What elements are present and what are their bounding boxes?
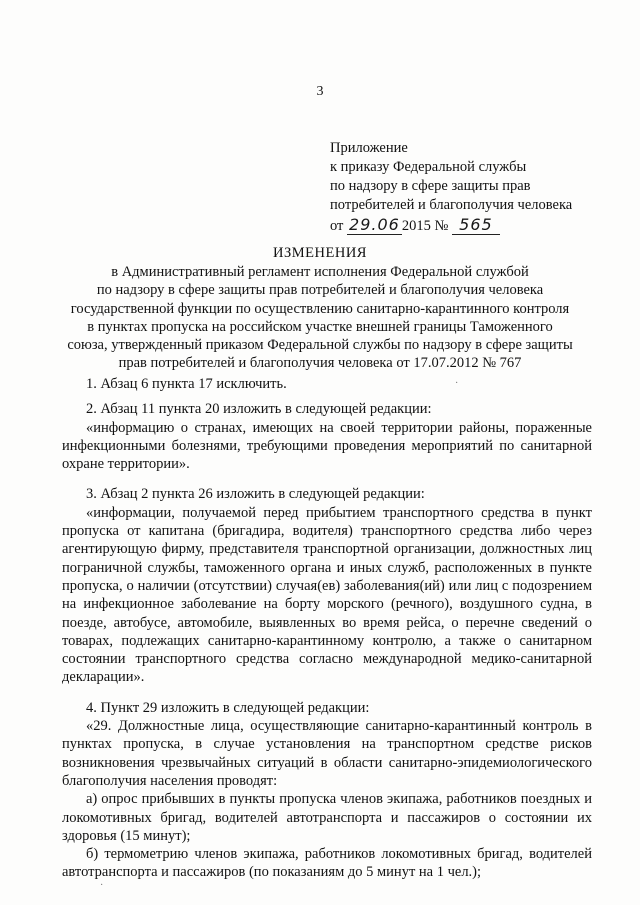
paragraph-7: «29. Должностные лица, осуществляющие санитарно-карантинный контроль в пунктах пропуска, в случае установления на транспортном средстве рисков возникновения чрезвычайных ситуаций в области санитарно-эпидемиологического благополучия населения проводят: (62, 718, 592, 789)
paragraph-4: 3. Абзац 2 пункта 26 изложить в следующей редакции: (86, 486, 425, 503)
page-number: 3 (316, 84, 324, 99)
appendix-line-1: Приложение (330, 140, 408, 156)
handwritten-date: 29.06 (349, 215, 400, 234)
paragraph-9: б) термометрию членов экипажа, работников локомотивных бригад, водителей автотранспорта и пассажиров (по показаниям до 5 минут на 1 чел.); (62, 846, 592, 881)
appendix-header (330, 139, 572, 236)
number-prefix: № (434, 218, 449, 234)
paragraph-5: «информации, получаемой перед прибытием транспортного средства в пункт пропуска от капитана (бригадира, водителя) транспортного средства либо через агентирующую фирму, представителя транспортной организации, должностных лиц пограничной службы, таможенного органа и иных служб, расположенных в пункте пропуска, о наличии (отсутствии) случая(ев) заболевания(ий) или лиц с подозрением на инфекционное заболевание на борту морского (речного), воздушного судна, в поезде, автобусе, автомобиле, выявленных во время рейса, о перечне сведений о товарах, подлежащих санитарно-карантинному контролю, а также о санитарном состоянии транспортного средства согласно международной медико-санитарной декларации». (62, 504, 592, 686)
paragraph-3: «информацию о странах, имеющих на своей территории районы, пораженные инфекционными болезнями, требующими проведения мероприятий по санитарной охране территории». (62, 419, 592, 473)
scan-speck: · (455, 378, 459, 389)
appendix-date-row (330, 215, 572, 236)
date-year: 2015 (401, 218, 431, 234)
handwritten-number: 565 (452, 215, 500, 235)
paragraph-6: 4. Пункт 29 изложить в следующей редакции: (86, 699, 370, 716)
appendix-line-3: по надзору в сфере защиты прав (330, 178, 531, 194)
appendix-line-2: к приказу Федеральной службы (330, 159, 527, 175)
paragraph-8: а) опрос прибывших в пункты пропуска членов экипажа, работников поездных и локомотивных бригад, водителей автотранспорта и пассажиров о состоянии их здоровья (15 минут); (62, 791, 592, 844)
document-heading: ИЗМЕНЕНИЯ (273, 245, 367, 261)
paragraph-1: 1. Абзац 6 пункта 17 исключить. (86, 376, 287, 392)
title-line-1: в Административный регламент исполнения Федеральной службой (111, 264, 529, 281)
title-line-4: в пунктах пропуска на российском участке внешней границы Таможенного (87, 318, 553, 335)
title-line-3: государственной функции по осуществлению санитарно-карантинного контроля (70, 300, 570, 317)
title-line-5: союза, утвержденный приказом Федеральной службы по надзору в сфере защиты (67, 337, 573, 354)
scan-speck: · (100, 880, 104, 891)
document-title-block (40, 244, 600, 372)
date-prefix: от (330, 218, 344, 234)
title-line-6: прав потребителей и благополучия человека от 17.07.2012 № 767 (118, 355, 522, 372)
paragraph-2: 2. Абзац 11 пункта 20 изложить в следующей редакции: (86, 401, 432, 418)
appendix-line-4: потребителей и благополучия человека (330, 197, 573, 213)
document-body (62, 375, 592, 882)
title-line-2: по надзору в сфере защиты прав потребителей и благополучия человека (96, 282, 544, 299)
